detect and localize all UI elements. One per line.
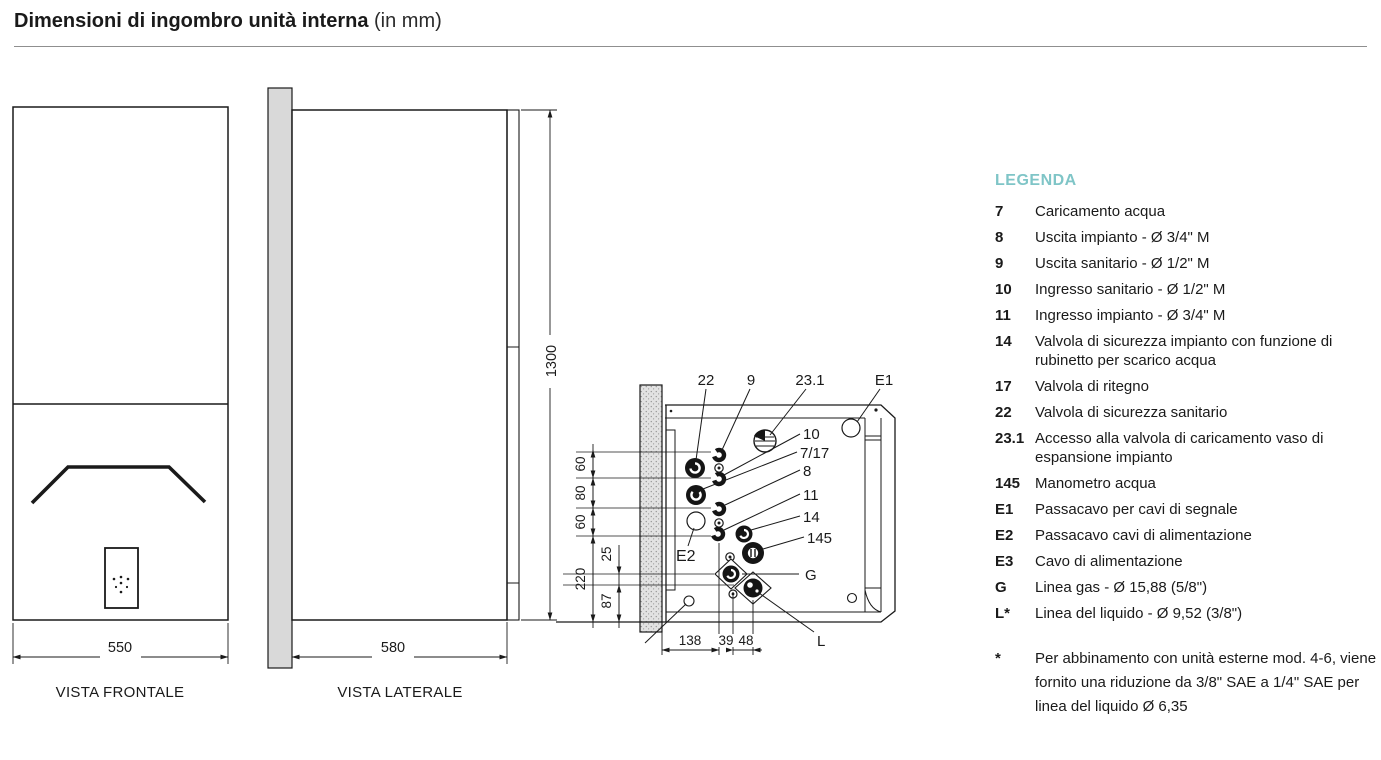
front-view-outline xyxy=(13,107,228,620)
callout-8: 8 xyxy=(803,463,812,480)
screw-hole xyxy=(848,594,857,603)
dim-80: 80 xyxy=(573,485,588,501)
leader-lines xyxy=(645,389,880,643)
connector-9 xyxy=(712,448,726,462)
unit-bottom-outline xyxy=(556,405,895,622)
legend-list xyxy=(995,202,1367,623)
page-title xyxy=(14,10,442,33)
callout-E1: E1 xyxy=(874,372,894,389)
legend-item-key: 10 xyxy=(995,281,1012,298)
callout-E2: E2 xyxy=(676,548,696,565)
dim-87: 87 xyxy=(599,593,614,609)
side-depth-dim-label: 580 xyxy=(380,640,406,656)
footnote-text: Per abbinamento con unità esterne mod. 4-6, viene fornito una riduzione da 3/8" SAE a 1/4" SAE per linea del liquido Ø 6,35 xyxy=(1035,650,1377,715)
legend-item-text: Valvola di sicurezza impianto con funzione di rubinetto per scarico acqua xyxy=(1035,333,1333,369)
callout-10: 10 xyxy=(803,426,820,443)
front-view-caption: VISTA FRONTALE xyxy=(55,684,185,701)
side-height-dim-label: 1300 xyxy=(544,344,560,378)
side-view-outline xyxy=(292,110,507,620)
callout-G: G xyxy=(805,567,817,584)
connector-11 xyxy=(711,527,725,541)
manometer-145 xyxy=(742,542,764,564)
callout-23-1: 23.1 xyxy=(795,372,825,389)
page-title-suffix: (in mm) xyxy=(368,10,442,32)
legend-item-text: Ingresso sanitario - Ø 1/2" M xyxy=(1035,281,1226,298)
legend-item-key: 14 xyxy=(995,333,1012,350)
left-dim-labels xyxy=(573,456,614,608)
side-view xyxy=(268,88,560,701)
legend-item-key: 11 xyxy=(995,307,1011,324)
legend-item-key: E2 xyxy=(995,527,1014,544)
title-divider xyxy=(14,46,1367,47)
legend-item-text: Passacavo per cavi di segnale xyxy=(1035,501,1238,518)
legend-item-key: 8 xyxy=(995,229,1004,246)
legend-item-text: Uscita sanitario - Ø 1/2" M xyxy=(1035,255,1210,272)
legend-panel xyxy=(995,172,1377,719)
wall-section xyxy=(640,385,662,632)
front-door-strip xyxy=(507,110,519,620)
valve-14 xyxy=(736,526,753,543)
corner-dot xyxy=(874,408,877,411)
dim-220: 220 xyxy=(573,567,588,591)
dim-60-top: 60 xyxy=(573,456,588,472)
legend-item-text: Linea del liquido - Ø 9,52 (3/8") xyxy=(1035,605,1243,622)
legend-item-key: 7 xyxy=(995,203,1004,220)
footnote-asterisk: * xyxy=(995,650,1001,667)
dim-48: 48 xyxy=(738,633,754,648)
dim-39: 39 xyxy=(718,633,734,648)
connectors xyxy=(685,430,776,604)
callout-145: 145 xyxy=(807,530,833,547)
callout-11: 11 xyxy=(803,487,819,504)
legend-item-key: G xyxy=(995,579,1007,596)
callout-9: 9 xyxy=(746,372,756,389)
legend-item-text: Linea gas - Ø 15,88 (5/8") xyxy=(1035,579,1208,596)
unit-right-panel xyxy=(865,418,881,612)
valve-7-17 xyxy=(686,485,706,505)
front-width-dim-label: 550 xyxy=(107,640,133,656)
legend-item-key: L* xyxy=(995,605,1010,622)
connector-10 xyxy=(712,472,726,486)
callout-7-17: 7/17 xyxy=(800,445,830,462)
legend-item-text: Uscita impianto - Ø 3/4" M xyxy=(1035,229,1210,246)
dim-60-bottom: 60 xyxy=(573,514,588,530)
legend-item-text: Ingresso impianto - Ø 3/4" M xyxy=(1035,307,1226,324)
legend-item-key: 17 xyxy=(995,378,1012,395)
e2-grommet xyxy=(687,512,705,530)
legend-item-text: Valvola di ritegno xyxy=(1035,378,1149,395)
connection-detail xyxy=(556,372,895,655)
legend-item-key: 9 xyxy=(995,255,1004,272)
dim-25: 25 xyxy=(599,546,614,562)
legend-item-key: 145 xyxy=(995,475,1021,492)
legend-item-text: Accesso alla valvola di caricamento vaso di espansione impianto xyxy=(1035,430,1324,466)
bottom-dim-labels xyxy=(679,633,755,648)
legend-item-text: Passacavo cavi di alimentazione xyxy=(1035,527,1252,544)
wall-bar xyxy=(268,88,292,668)
legend-heading: LEGENDA xyxy=(995,172,1077,189)
legend-item-text: Caricamento acqua xyxy=(1035,203,1166,220)
callout-14: 14 xyxy=(803,509,820,526)
legend-footnote xyxy=(995,647,1377,719)
connector-8 xyxy=(712,502,726,516)
legend-item-key: E1 xyxy=(995,501,1014,518)
legend-item-key: 23.1 xyxy=(995,430,1025,447)
callout-22: 22 xyxy=(697,372,715,389)
legend-item-text: Cavo di alimentazione xyxy=(1035,553,1183,570)
dim-138: 138 xyxy=(678,633,702,648)
legend-item-text: Valvola di sicurezza sanitario xyxy=(1035,404,1228,421)
legend-item-text: Manometro acqua xyxy=(1035,475,1156,492)
callout-labels xyxy=(676,372,893,650)
legend-item-key: 22 xyxy=(995,404,1012,421)
corner-dot xyxy=(670,410,673,413)
page-title-main: Dimensioni di ingombro unità interna xyxy=(14,10,369,32)
side-view-caption: VISTA LATERALE xyxy=(337,684,463,701)
valve-22 xyxy=(685,458,705,478)
front-view xyxy=(13,107,228,701)
legend-item-key: E3 xyxy=(995,553,1014,570)
technical-drawing xyxy=(0,60,980,760)
callout-L: L xyxy=(817,633,826,650)
